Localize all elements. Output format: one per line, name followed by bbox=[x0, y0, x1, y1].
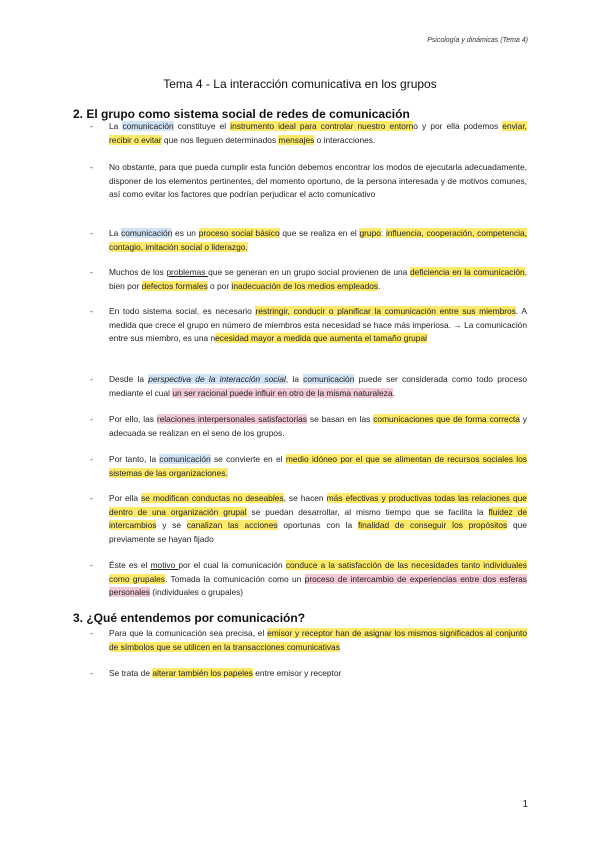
highlight-blue: comunicación bbox=[303, 374, 355, 384]
paragraph bbox=[109, 266, 527, 293]
bullet-dash: - bbox=[90, 628, 93, 638]
text-run: que previamente se hayan fijado bbox=[109, 520, 527, 544]
text-run: No obstante, para que pueda cumplir esta función debemos encontrar los modos de ejecutarla adecuadamente, disponer de los elementos pertinentes, del momento oportuno, de la persona interesada y de motivos comunes, así como evitar los factores que podrían perjudicar el acto comunicativo bbox=[109, 162, 527, 200]
bullet-dash: - bbox=[90, 228, 93, 238]
text-run: o por bbox=[207, 280, 232, 291]
text-run: Para que la comunicación sea precisa, el bbox=[109, 628, 268, 638]
text-run: Por ella bbox=[109, 493, 142, 503]
list-item bbox=[90, 559, 527, 600]
list-item bbox=[90, 453, 527, 480]
text-run: se convierte en el bbox=[210, 454, 286, 464]
text-run: , se hacen bbox=[283, 493, 327, 503]
highlight-yellow: grupo bbox=[359, 228, 381, 238]
text-run: . bbox=[392, 387, 395, 398]
text-run: Por tanto, la bbox=[109, 454, 160, 464]
highlight-yellow: restringir, conducir o planificar la comunicación entre sus miembros bbox=[255, 306, 516, 316]
list-item bbox=[90, 161, 527, 202]
highlight-yellow: ecesidad mayor a medida que aumenta el tamaño grupal bbox=[215, 333, 427, 344]
list-item bbox=[90, 413, 527, 440]
paragraph bbox=[109, 120, 527, 147]
text-run: : bbox=[380, 228, 386, 238]
paragraph bbox=[109, 373, 527, 400]
list-item bbox=[90, 305, 527, 346]
highlight-pink: relaciones interpersonales satisfactorias bbox=[156, 414, 307, 424]
text-run: Éste es el bbox=[109, 560, 151, 570]
highlight-blue: comunicación bbox=[122, 121, 174, 131]
highlight-blue: comunicación bbox=[159, 454, 211, 464]
text-run: es un bbox=[172, 228, 199, 238]
paragraph bbox=[109, 305, 527, 346]
highlight-yellow: fluidez de intercambios bbox=[109, 506, 527, 531]
bullet-dash: - bbox=[90, 306, 93, 316]
section-3-heading: 3. ¿Qué entendemos por comunicación? bbox=[73, 611, 306, 625]
highlight-yellow: deficiencia en la comunicación bbox=[410, 267, 525, 277]
highlight-blue: comunicación bbox=[121, 228, 173, 238]
text-run: En todo sistema social, es necesario bbox=[109, 306, 256, 316]
bullet-dash: - bbox=[90, 121, 93, 131]
text-run: y se bbox=[156, 520, 187, 531]
paragraph bbox=[109, 492, 527, 546]
text-run: (individuales o grupales) bbox=[149, 587, 244, 598]
text-run: , la bbox=[285, 374, 304, 384]
bullet-dash: - bbox=[90, 668, 93, 678]
text-run: . A medida que crece el grupo en número de miembros esta necesidad se hace más imperiosa. → La comunicación entre sus miembro, es una n bbox=[109, 306, 527, 344]
highlight-yellow: proceso social básico bbox=[198, 228, 280, 238]
bullet-dash: - bbox=[90, 162, 93, 172]
highlight-yellow: instrumento ideal para controlar nuestro entorn bbox=[230, 121, 414, 131]
bullet-dash: - bbox=[90, 454, 93, 464]
paragraph bbox=[109, 667, 527, 681]
highlight-yellow: alterar también los papeles bbox=[152, 668, 253, 678]
text-run: o interacciones. bbox=[314, 134, 376, 145]
highlight-yellow: conduce a la satisfacción de las necesidades tanto individuales como grupales bbox=[109, 560, 527, 584]
text-run: La bbox=[109, 228, 122, 238]
underlined-text: problemas bbox=[166, 267, 209, 277]
bullet-dash: - bbox=[90, 560, 93, 570]
text-run: La bbox=[109, 121, 123, 131]
paragraph bbox=[109, 559, 527, 600]
highlight-blue-italic: perspectiva de la interacción social bbox=[148, 374, 286, 384]
text-run: Se trata de bbox=[109, 668, 153, 678]
highlight-yellow: más efectivas y productivas todas las relaciones que dentro de una organización grupal bbox=[109, 493, 527, 517]
text-run: se puedan desarrollar, al mismo tiempo que se facilita la bbox=[246, 506, 489, 517]
text-run: por el cual la comunicación bbox=[178, 560, 286, 570]
paragraph bbox=[109, 413, 527, 440]
highlight-yellow: inadecuación de los medios empleados bbox=[231, 280, 379, 291]
text-run: que se realiza en el bbox=[279, 228, 360, 238]
text-run: Desde la bbox=[109, 374, 149, 384]
paragraph bbox=[109, 627, 527, 654]
highlight-yellow: mensajes bbox=[278, 134, 315, 145]
section-2-heading: 2. El grupo como sistema social de redes de comunicación bbox=[73, 107, 410, 121]
text-run: que nos lleguen determinados bbox=[161, 134, 279, 145]
list-item bbox=[90, 667, 527, 681]
list-item bbox=[90, 227, 527, 254]
text-run: constituye el bbox=[173, 121, 231, 131]
text-run: entre emisor y receptor bbox=[252, 668, 342, 678]
list-item bbox=[90, 266, 527, 293]
text-run: se basan en las bbox=[306, 414, 374, 424]
text-run: o y por ella podemos bbox=[413, 121, 503, 131]
text-run: , bien por bbox=[109, 267, 527, 291]
text-run: Muchos de los bbox=[109, 267, 167, 277]
page-title: Tema 4 - La interacción comunicativa en los grupos bbox=[163, 77, 437, 91]
bullet-dash: - bbox=[90, 374, 93, 384]
list-item bbox=[90, 492, 527, 546]
text-run: Por ello, las bbox=[109, 414, 157, 424]
highlight-yellow: enviar, recibir o evitar bbox=[109, 121, 527, 145]
text-run: que se generan en un grupo social provienen de una bbox=[208, 267, 411, 277]
highlight-yellow: influencia, cooperación, competencia, contagio, imitación social o liderazgo. bbox=[109, 228, 527, 252]
running-header: Psicología y dinámicas (Tema 4) bbox=[427, 37, 528, 44]
highlight-yellow: emisor y receptor han de asignar los mismos significados al conjunto de símbolos que se utilicen en la transacciones comunicativas bbox=[109, 628, 527, 652]
highlight-yellow: medio idóneo por el que se alimentan de recursos sociales los sistemas de las organizaciones. bbox=[109, 454, 527, 478]
list-item bbox=[90, 120, 527, 147]
highlight-pink: proceso de intercambio de experiencias entre dos esferas personales bbox=[109, 573, 527, 598]
bullet-dash: - bbox=[90, 493, 93, 503]
bullet-dash: - bbox=[90, 267, 93, 277]
highlight-pink: un ser racional puede influir en otro de la misma naturaleza bbox=[172, 387, 393, 398]
list-item bbox=[90, 373, 527, 400]
text-run: . Tomada la comunicación como un bbox=[164, 573, 305, 584]
text-run: oportunas con la bbox=[277, 520, 358, 531]
text-run: y adecuada se realizan en el seno de los grupos. bbox=[109, 414, 527, 438]
page-number: 1 bbox=[522, 799, 528, 810]
underlined-text: motivo bbox=[150, 560, 179, 570]
text-run: puede ser considerada como todo proceso mediante el cual bbox=[109, 374, 527, 398]
highlight-yellow: comunicaciones que de forma correcta bbox=[373, 414, 520, 424]
paragraph bbox=[109, 227, 527, 254]
paragraph bbox=[109, 161, 527, 202]
highlight-yellow: se modifican conductas no deseables bbox=[141, 493, 284, 503]
paragraph bbox=[109, 453, 527, 480]
bullet-dash: - bbox=[90, 414, 93, 424]
list-item bbox=[90, 627, 527, 654]
highlight-yellow: canalizan las acciones bbox=[186, 520, 278, 531]
text-run: . bbox=[378, 280, 381, 291]
highlight-yellow: defectos formales bbox=[141, 280, 208, 291]
highlight-yellow: finalidad de conseguir los propósitos bbox=[357, 520, 508, 531]
